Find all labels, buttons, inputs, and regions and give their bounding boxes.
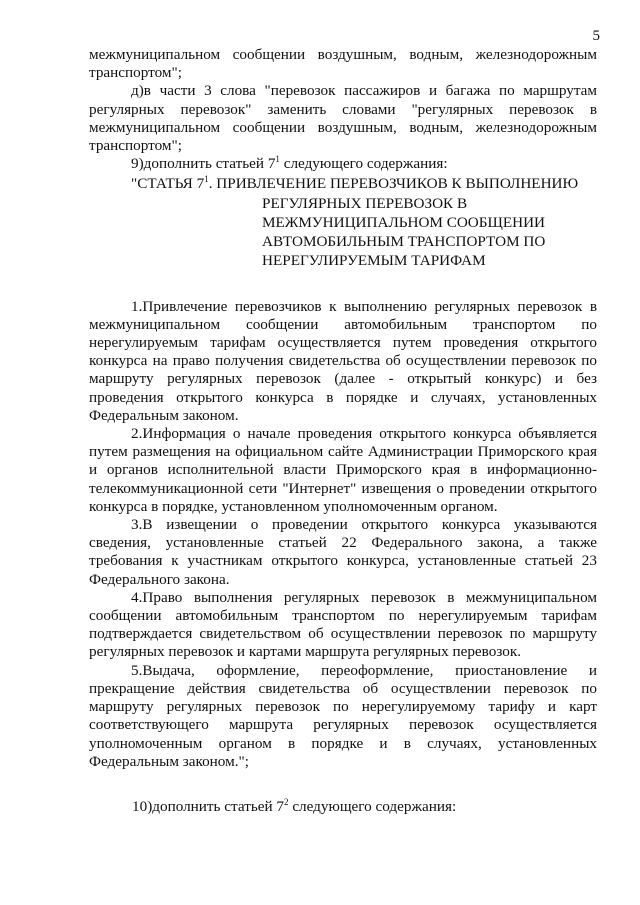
heading-line: НЕРЕГУЛИРУЕМЫМ ТАРИФАМ	[262, 251, 486, 269]
page-number: 5	[592, 28, 600, 44]
article-heading	[89, 175, 597, 269]
superscript: 1	[275, 154, 280, 165]
superscript: 1	[204, 174, 209, 185]
paragraph-2: 2.Информация о начале проведения открытого конкурса объявляется путем размещения на официальном сайте Администрации Приморского края и органов исполнительной власти Приморского края в информационно-телекоммуникационной сети "Интернет" извещения о проведении открытого конкурса в порядке, установленном уполномоченным органом.	[89, 425, 597, 515]
document-body	[89, 46, 597, 771]
heading-line: МЕЖМУНИЦИПАЛЬНОМ СООБЩЕНИИ	[262, 213, 546, 231]
superscript: 2	[284, 796, 289, 807]
heading-line: АВТОМОБИЛЬНЫМ ТРАНСПОРТОМ ПО	[262, 232, 546, 250]
item-8-d: д)в части 3 слова "перевозок пассажиров и багажа по маршрутам регулярных перевозок" заменить словами "регулярных перевозок в межмуниципальном сообщении воздушным, водным, железнодорожным транспортом";	[89, 82, 597, 155]
article-heading-first-line: "СТАТЬЯ $7^1$. ПРИВЛЕЧЕНИЕ ПЕРЕВОЗЧИКОВ К ВЫПОЛНЕНИЮ	[131, 174, 579, 193]
item-9-intro: 9)дополнить статьей $7^1$ следующего содержания:	[131, 154, 448, 173]
article-heading-rest	[220, 194, 597, 270]
item-8-tail: межмуниципальном сообщении воздушным, водным, железнодорожным транспортом";	[89, 46, 597, 82]
paragraph-3: 3.В извещении о проведении открытого конкурса указываются сведения, установленные статьей 22 Федерального закона, а также требования к участникам открытого конкурса, установленные статьей 23 Федерального закона.	[89, 516, 597, 588]
heading-line: РЕГУЛЯРНЫХ ПЕРЕВОЗОК В	[262, 194, 468, 212]
paragraph-5: 5.Выдача, оформление, переоформление, приостановление и прекращение действия свидетельства об осуществлении перевозок по маршруту регулярных перевозок по нерегулируемому тарифу и карт соответствующего маршрута регулярных перевозок осуществляется уполномоченным органом в порядке и в случаях, установленных Федеральным законом.";	[89, 661, 597, 770]
paragraph-1: 1.Привлечение перевозчиков к выполнению регулярных перевозок в межмуниципальном сообщении автомобильным транспортом по нерегулируемым тарифам осуществляется путем проведения открытого конкурса на право получения свидетельства об осуществлении перевозок по маршруту регулярных перевозок (далее - открытый конкурс) и без проведения открытого конкурса в порядке и случаях, установленных Федеральным законом.	[89, 297, 597, 424]
paragraph-4: 4.Право выполнения регулярных перевозок в межмуниципальном сообщении автомобильным транспортом по нерегулируемым тарифам подтверждается свидетельством об осуществлении перевозок по маршруту регулярных перевозок и картами маршрута регулярных перевозок.	[89, 588, 597, 661]
item-10-intro: 10)дополнить статьей $7^2$ следующего содержания:	[132, 796, 457, 815]
